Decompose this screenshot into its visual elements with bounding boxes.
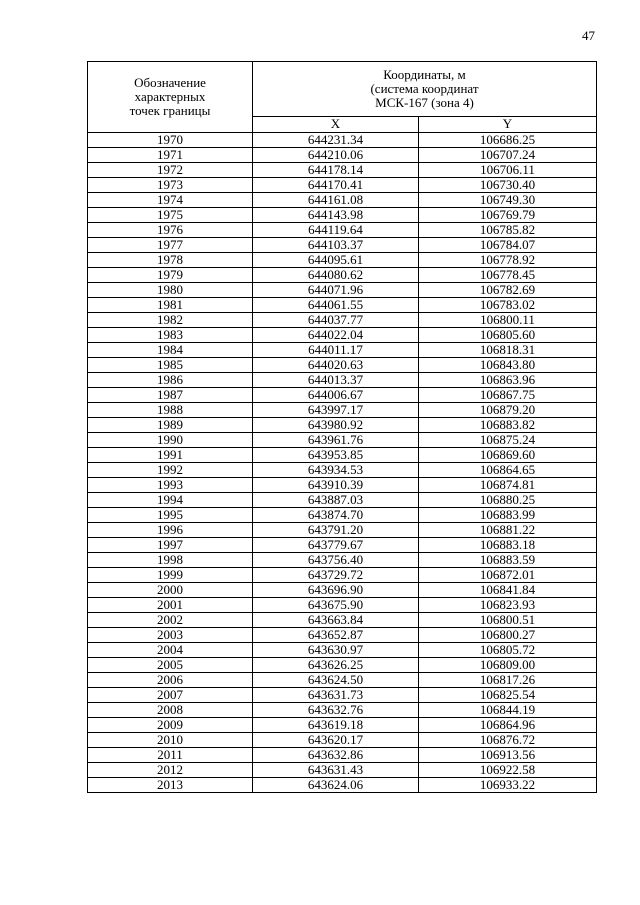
point-cell: 2006 xyxy=(88,673,253,688)
y-header: Y xyxy=(419,116,597,132)
y-coordinate-cell: 106800.11 xyxy=(419,313,597,328)
y-coordinate-cell: 106778.45 xyxy=(419,268,597,283)
table-row xyxy=(88,538,597,553)
coordinates-line: Координаты, м xyxy=(383,66,466,82)
table-row xyxy=(88,298,597,313)
table-row xyxy=(88,388,597,403)
x-coordinate-cell: 644210.06 xyxy=(253,148,419,163)
x-coordinate-cell: 643626.25 xyxy=(253,658,419,673)
x-coordinate-cell: 644061.55 xyxy=(253,298,419,313)
y-coordinate-cell: 106922.58 xyxy=(419,763,597,778)
table-row xyxy=(88,508,597,523)
table-row xyxy=(88,448,597,463)
x-coordinate-cell: 644119.64 xyxy=(253,223,419,238)
point-cell: 1997 xyxy=(88,538,253,553)
point-cell: 1983 xyxy=(88,328,253,343)
y-coordinate-cell: 106864.96 xyxy=(419,718,597,733)
y-coordinate-cell: 106874.81 xyxy=(419,478,597,493)
y-coordinate-cell: 106686.25 xyxy=(419,133,597,148)
table-row xyxy=(88,373,597,388)
x-coordinate-cell: 644013.37 xyxy=(253,373,419,388)
point-cell: 1993 xyxy=(88,478,253,493)
point-cell: 1992 xyxy=(88,463,253,478)
y-coordinate-cell: 106778.92 xyxy=(419,253,597,268)
table-row xyxy=(88,163,597,178)
point-cell: 1971 xyxy=(88,148,253,163)
designation-line: точек границы xyxy=(129,103,211,118)
point-cell: 1982 xyxy=(88,313,253,328)
x-coordinate-cell: 643696.90 xyxy=(253,583,419,598)
x-coordinate-cell: 643624.50 xyxy=(253,673,419,688)
point-cell: 1973 xyxy=(88,178,253,193)
table-row xyxy=(88,433,597,448)
x-coordinate-cell: 643934.53 xyxy=(253,463,419,478)
x-coordinate-cell: 643887.03 xyxy=(253,493,419,508)
y-coordinate-cell: 106707.24 xyxy=(419,148,597,163)
table-row xyxy=(88,688,597,703)
x-coordinate-cell: 644103.37 xyxy=(253,238,419,253)
y-coordinate-cell: 106730.40 xyxy=(419,178,597,193)
coordinates-line: (система координат xyxy=(370,80,479,96)
x-header: X xyxy=(253,116,419,132)
point-cell: 1981 xyxy=(88,298,253,313)
table-row xyxy=(88,703,597,718)
point-cell: 2010 xyxy=(88,733,253,748)
table-row xyxy=(88,268,597,283)
table-row xyxy=(88,253,597,268)
point-cell: 2004 xyxy=(88,643,253,658)
x-coordinate-cell: 644020.63 xyxy=(253,358,419,373)
table-row xyxy=(88,238,597,253)
point-cell: 1996 xyxy=(88,523,253,538)
y-coordinate-cell: 106800.27 xyxy=(419,628,597,643)
y-coordinate-cell: 106883.82 xyxy=(419,418,597,433)
x-coordinate-cell: 643624.06 xyxy=(253,778,419,793)
x-coordinate-cell: 644006.67 xyxy=(253,388,419,403)
x-coordinate-cell: 644161.08 xyxy=(253,193,419,208)
table-row xyxy=(88,643,597,658)
point-cell: 2002 xyxy=(88,613,253,628)
x-coordinate-cell: 644178.14 xyxy=(253,163,419,178)
y-coordinate-cell: 106783.02 xyxy=(419,298,597,313)
point-cell: 1998 xyxy=(88,553,253,568)
point-cell: 1979 xyxy=(88,268,253,283)
x-coordinate-cell: 644080.62 xyxy=(253,268,419,283)
table-row xyxy=(88,283,597,298)
point-cell: 1995 xyxy=(88,508,253,523)
point-cell: 1985 xyxy=(88,358,253,373)
y-coordinate-cell: 106800.51 xyxy=(419,613,597,628)
y-coordinate-cell: 106769.79 xyxy=(419,208,597,223)
table-row xyxy=(88,763,597,778)
table-row xyxy=(88,553,597,568)
y-coordinate-cell: 106782.69 xyxy=(419,283,597,298)
y-coordinate-cell: 106844.19 xyxy=(419,703,597,718)
point-cell: 1980 xyxy=(88,283,253,298)
point-cell: 1987 xyxy=(88,388,253,403)
y-coordinate-cell: 106913.56 xyxy=(419,748,597,763)
table-row xyxy=(88,328,597,343)
point-cell: 1994 xyxy=(88,493,253,508)
point-cell: 2012 xyxy=(88,763,253,778)
table-row xyxy=(88,343,597,358)
table-row xyxy=(88,718,597,733)
x-coordinate-cell: 643652.87 xyxy=(253,628,419,643)
table-row xyxy=(88,598,597,613)
y-coordinate-cell: 106818.31 xyxy=(419,343,597,358)
point-cell: 1989 xyxy=(88,418,253,433)
table-row xyxy=(88,568,597,583)
x-coordinate-cell: 643791.20 xyxy=(253,523,419,538)
y-coordinate-cell: 106805.60 xyxy=(419,328,597,343)
point-cell: 1975 xyxy=(88,208,253,223)
x-coordinate-cell: 643620.17 xyxy=(253,733,419,748)
x-coordinate-cell: 644022.04 xyxy=(253,328,419,343)
y-coordinate-cell: 106879.20 xyxy=(419,403,597,418)
y-coordinate-cell: 106864.65 xyxy=(419,463,597,478)
y-coordinate-cell: 106823.93 xyxy=(419,598,597,613)
point-cell: 1970 xyxy=(88,133,253,148)
y-coordinate-cell: 106867.75 xyxy=(419,388,597,403)
x-coordinate-cell: 643632.86 xyxy=(253,748,419,763)
table-header xyxy=(88,62,597,133)
designation-line: Обозначение xyxy=(134,75,206,90)
point-cell: 2000 xyxy=(88,583,253,598)
table-row xyxy=(88,208,597,223)
table-row xyxy=(88,733,597,748)
table-row xyxy=(88,148,597,163)
point-cell: 2013 xyxy=(88,778,253,793)
x-coordinate-cell: 643910.39 xyxy=(253,478,419,493)
x-coordinate-cell: 643729.72 xyxy=(253,568,419,583)
table-row xyxy=(88,418,597,433)
table-row xyxy=(88,583,597,598)
table-row xyxy=(88,463,597,478)
table-row xyxy=(88,778,597,793)
table-row xyxy=(88,478,597,493)
table-row xyxy=(88,628,597,643)
point-cell: 1978 xyxy=(88,253,253,268)
y-coordinate-cell: 106809.00 xyxy=(419,658,597,673)
x-coordinate-cell: 643997.17 xyxy=(253,403,419,418)
x-coordinate-cell: 643619.18 xyxy=(253,718,419,733)
x-coordinate-cell: 643631.73 xyxy=(253,688,419,703)
y-coordinate-cell: 106883.59 xyxy=(419,553,597,568)
point-cell: 2003 xyxy=(88,628,253,643)
x-coordinate-cell: 643961.76 xyxy=(253,433,419,448)
y-coordinate-cell: 106875.24 xyxy=(419,433,597,448)
x-coordinate-cell: 643631.43 xyxy=(253,763,419,778)
y-coordinate-cell: 106881.22 xyxy=(419,523,597,538)
table-row xyxy=(88,403,597,418)
y-coordinate-cell: 106883.18 xyxy=(419,538,597,553)
y-coordinate-cell: 106863.96 xyxy=(419,373,597,388)
y-coordinate-cell: 106883.99 xyxy=(419,508,597,523)
y-coordinate-cell: 106869.60 xyxy=(419,448,597,463)
table-row xyxy=(88,313,597,328)
x-coordinate-cell: 643874.70 xyxy=(253,508,419,523)
y-coordinate-cell: 106876.72 xyxy=(419,733,597,748)
table-row xyxy=(88,658,597,673)
designation-header xyxy=(88,62,253,133)
point-cell: 1972 xyxy=(88,163,253,178)
y-coordinate-cell: 106749.30 xyxy=(419,193,597,208)
y-coordinate-cell: 106805.72 xyxy=(419,643,597,658)
y-coordinate-cell: 106825.54 xyxy=(419,688,597,703)
x-coordinate-cell: 644095.61 xyxy=(253,253,419,268)
table-row xyxy=(88,223,597,238)
table-row xyxy=(88,133,597,148)
point-cell: 1984 xyxy=(88,343,253,358)
table-row xyxy=(88,193,597,208)
table-body xyxy=(88,133,597,793)
x-coordinate-cell: 643663.84 xyxy=(253,613,419,628)
point-cell: 1974 xyxy=(88,193,253,208)
point-cell: 2009 xyxy=(88,718,253,733)
y-coordinate-cell: 106706.11 xyxy=(419,163,597,178)
table-row xyxy=(88,748,597,763)
x-coordinate-cell: 643632.76 xyxy=(253,703,419,718)
y-coordinate-cell: 106784.07 xyxy=(419,238,597,253)
point-cell: 1999 xyxy=(88,568,253,583)
point-cell: 1991 xyxy=(88,448,253,463)
x-coordinate-cell: 643953.85 xyxy=(253,448,419,463)
x-coordinate-cell: 644143.98 xyxy=(253,208,419,223)
point-cell: 1976 xyxy=(88,223,253,238)
page-number: 47 xyxy=(582,28,595,43)
x-coordinate-cell: 643980.92 xyxy=(253,418,419,433)
y-coordinate-cell: 106880.25 xyxy=(419,493,597,508)
point-cell: 2005 xyxy=(88,658,253,673)
y-coordinate-cell: 106872.01 xyxy=(419,568,597,583)
x-coordinate-cell: 644231.34 xyxy=(253,133,419,148)
x-coordinate-cell: 644071.96 xyxy=(253,283,419,298)
x-coordinate-cell: 644011.17 xyxy=(253,343,419,358)
x-coordinate-cell: 643756.40 xyxy=(253,553,419,568)
x-coordinate-cell: 643779.67 xyxy=(253,538,419,553)
x-coordinate-cell: 644170.41 xyxy=(253,178,419,193)
point-cell: 2001 xyxy=(88,598,253,613)
point-cell: 1988 xyxy=(88,403,253,418)
point-cell: 1986 xyxy=(88,373,253,388)
y-coordinate-cell: 106843.80 xyxy=(419,358,597,373)
coordinates-header xyxy=(253,62,597,117)
point-cell: 1990 xyxy=(88,433,253,448)
y-coordinate-cell: 106841.84 xyxy=(419,583,597,598)
y-coordinate-cell: 106785.82 xyxy=(419,223,597,238)
table-row xyxy=(88,613,597,628)
designation-line: характерных xyxy=(134,89,206,104)
coordinates-line: МСК-167 (зона 4) xyxy=(375,94,474,110)
x-coordinate-cell: 643630.97 xyxy=(253,643,419,658)
table-row xyxy=(88,178,597,193)
point-cell: 2011 xyxy=(88,748,253,763)
coordinates-table xyxy=(87,61,597,793)
table-row xyxy=(88,523,597,538)
x-coordinate-cell: 643675.90 xyxy=(253,598,419,613)
x-coordinate-cell: 644037.77 xyxy=(253,313,419,328)
point-cell: 2007 xyxy=(88,688,253,703)
point-cell: 2008 xyxy=(88,703,253,718)
table-row xyxy=(88,493,597,508)
table-row xyxy=(88,673,597,688)
table-row xyxy=(88,358,597,373)
y-coordinate-cell: 106933.22 xyxy=(419,778,597,793)
point-cell: 1977 xyxy=(88,238,253,253)
y-coordinate-cell: 106817.26 xyxy=(419,673,597,688)
